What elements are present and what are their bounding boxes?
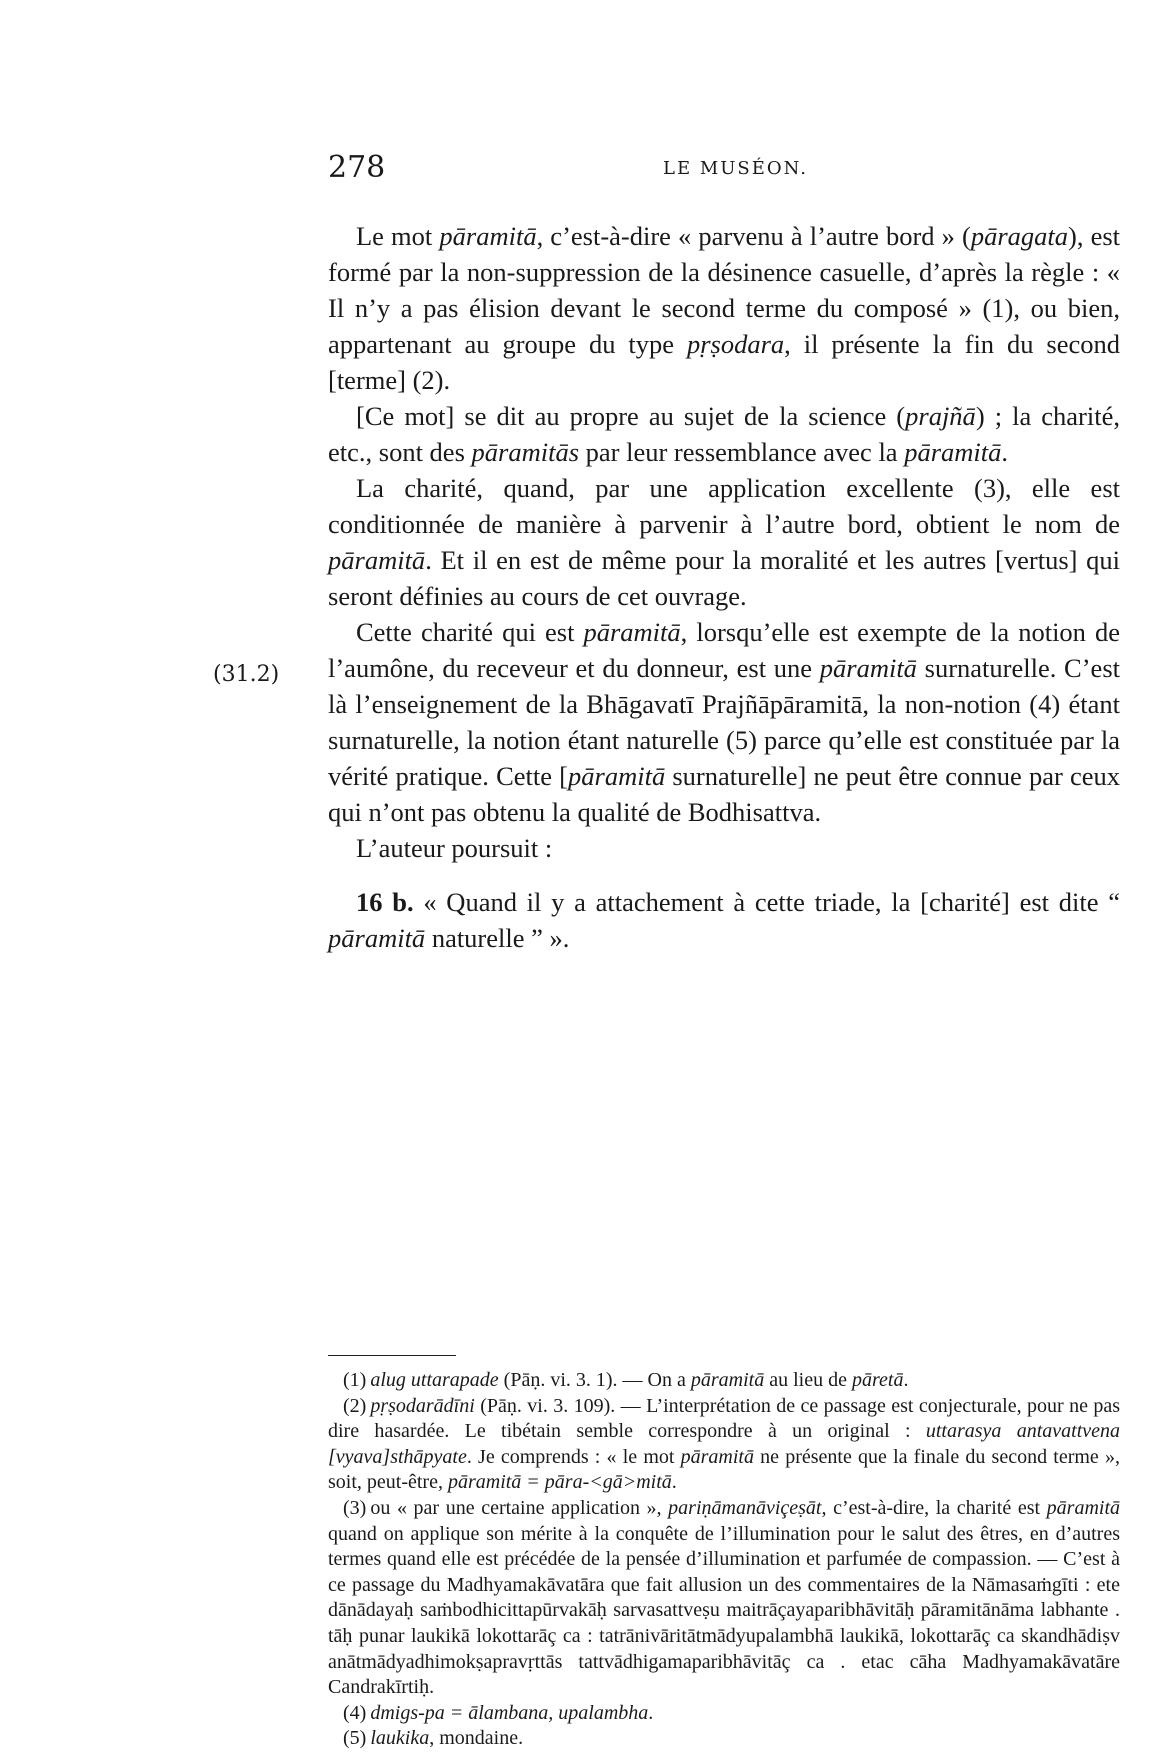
footnote — [328, 1701, 1120, 1727]
paragraph — [328, 614, 1120, 830]
sanskrit-term: pāramitā — [328, 923, 426, 953]
text-span: Cette charité qui est — [356, 617, 584, 647]
sanskrit-term: pṛṣodara — [686, 329, 785, 359]
footnote — [328, 1496, 1120, 1701]
footnote-marker: (2) — [343, 1394, 367, 1417]
sanskrit-term: uttarasya antavattvena [vyava]sthāpyate — [328, 1420, 1121, 1468]
text-span: naturelle ” ». — [425, 923, 570, 953]
verse-paragraph — [328, 884, 1120, 956]
text-span: (Pāṇ. vi. 3. 1). — On a — [498, 1369, 691, 1391]
text-span: ne présente que la finale du second terme », soit, peut-être, — [328, 1445, 1120, 1494]
text-span: « Quand il y a attachement à cette triade, la [charité] est dite “ — [413, 887, 1120, 917]
sanskrit-term: pāramitā — [690, 1369, 765, 1391]
sanskrit-term: prajñā — [905, 401, 976, 431]
text-span: surnaturelle. C’est là l’enseignement de la Bhāgavatī Prajñāpāramitā, la non-notion (4) étant surnaturelle, la notion étant naturelle (5) parce qu’elle est constituée par la vérité pratique. Cette [ — [328, 653, 1120, 791]
sanskrit-term: pāretā — [851, 1369, 904, 1391]
text-span: ) ; la charité, etc., sont des — [328, 401, 1120, 467]
text-span: [Ce mot] se dit au propre au sujet de la science ( — [356, 401, 906, 431]
sanskrit-term: pāramitā — [439, 221, 537, 251]
text-span: . — [648, 1701, 654, 1724]
page-number: 278 — [328, 150, 386, 185]
footnote — [328, 1394, 1120, 1496]
text-span: La charité, quand, par une application excellente (3), elle est conditionnée de manière à parvenir à l’autre bord, obtient le nom de — [328, 473, 1120, 539]
footnote-marker: (3) — [343, 1496, 367, 1519]
sanskrit-term: pāramitā — [819, 653, 917, 683]
text-span: , il présente la fin du second [terme] (2). — [328, 329, 1120, 395]
sanskrit-term: pāramitā — [680, 1445, 754, 1468]
sanskrit-term: pāramitā — [568, 761, 666, 791]
sanskrit-term: pāramitā — [328, 545, 426, 575]
sanskrit-term: pāragata — [970, 221, 1069, 251]
paragraph — [328, 218, 1120, 398]
sanskrit-term: alug uttarapade — [370, 1369, 499, 1391]
running-title: LE MUSÉON. — [663, 158, 808, 179]
text-span: quand on applique son mérite à la conquête de l’illumination pour le salut des êtres, en d’autres termes quand elle est précédée de la pensée d’illumination et parfumée de compassion. — C’est à ce passage du Madhyamakāvatāra que fait allusion un des commentaires de la Nāmasaṁgīti : ete dānādayaḥ saṁbodhicittapūrvakāḥ sarvasattveṣu maitrāçayaparibhāvitāḥ pāramitānāma labhante . tāḥ punar laukikā lokottarāç ca : tatrānivāritātmādyupalambhā laukikā, lokottarāç ca skandhādiṣv anātmādyadhimokṣapravṛttās tattvādhigamaparibhāvitāç ca . etac cāha Madhyamakāvatāre Candrakīrtiḥ. — [328, 1522, 1120, 1699]
sanskrit-term: pāramitās — [471, 437, 580, 467]
sanskrit-term: pāramitā — [583, 617, 681, 647]
footnote-marker: (4) — [343, 1701, 367, 1724]
footnote-marker: (1) — [343, 1369, 367, 1391]
sanskrit-term: laukika — [370, 1727, 430, 1750]
sanskrit-term: pāramitā — [904, 437, 1002, 467]
text-span: . Et il en est de même pour la moralité et les autres [vertus] qui seront définies au cours de cet ouvrage. — [328, 545, 1120, 611]
sanskrit-term: pāramitā = pāra-<gā>mitā — [447, 1471, 672, 1494]
text-span: , c’est-à-dire, la charité est — [821, 1496, 1047, 1519]
text-span: Le mot — [356, 221, 440, 251]
sanskrit-term: pṛṣodarādīni — [370, 1394, 475, 1417]
paragraph: L’auteur poursuit : — [356, 833, 553, 863]
text-span: , c’est-à-dire « parvenu à l’autre bord » ( — [536, 221, 971, 251]
footnotes — [328, 1368, 1120, 1752]
paragraph — [328, 470, 1120, 614]
sanskrit-term: dmigs-pa = ālambana, upalambha — [370, 1701, 649, 1724]
text-span: (Pāṇ. vi. 3. 109). — L’interprétation de ce passage est conjecturale, pour ne pas dire hasardée. Le tibétain semble correspondre à un original : — [328, 1394, 1120, 1443]
text-span: , mondaine. — [429, 1727, 524, 1750]
sanskrit-term: pāramitā — [1046, 1496, 1120, 1519]
sanskrit-term: pariṇāmanāviçeṣāt — [668, 1496, 822, 1519]
text-span: . — [1001, 437, 1009, 467]
main-text — [328, 218, 1120, 956]
text-span: ou « par une certaine application », — [370, 1496, 669, 1519]
footnote — [328, 1368, 1120, 1394]
text-span: . Je comprends : « le mot — [466, 1445, 681, 1468]
footnote-marker: (5) — [343, 1727, 367, 1750]
page-header — [328, 150, 1120, 190]
paragraph — [328, 398, 1120, 470]
verse-number: 16 b. — [356, 887, 414, 917]
text-span: , lorsqu’elle est exempte de la notion de l’aumône, du receveur et du donneur, est une — [328, 617, 1120, 683]
footnote-divider — [328, 1355, 456, 1356]
text-span: . — [671, 1471, 677, 1494]
text-span: surnaturelle] ne peut être connue par ceux qui n’ont pas obtenu la qualité de Bodhisattva. — [328, 761, 1120, 827]
text-span: au lieu de — [764, 1369, 852, 1391]
text-span: par leur ressemblance avec la — [579, 437, 905, 467]
margin-reference: (31.2) — [213, 662, 280, 687]
footnote — [328, 1726, 1120, 1752]
text-span: . — [903, 1369, 909, 1391]
text-span: ), est formé par la non-suppression de la désinence casuelle, d’après la règle : « Il n’y a pas élision devant le second terme du composé » (1), ou bien, appartenant au groupe du type — [328, 221, 1121, 359]
